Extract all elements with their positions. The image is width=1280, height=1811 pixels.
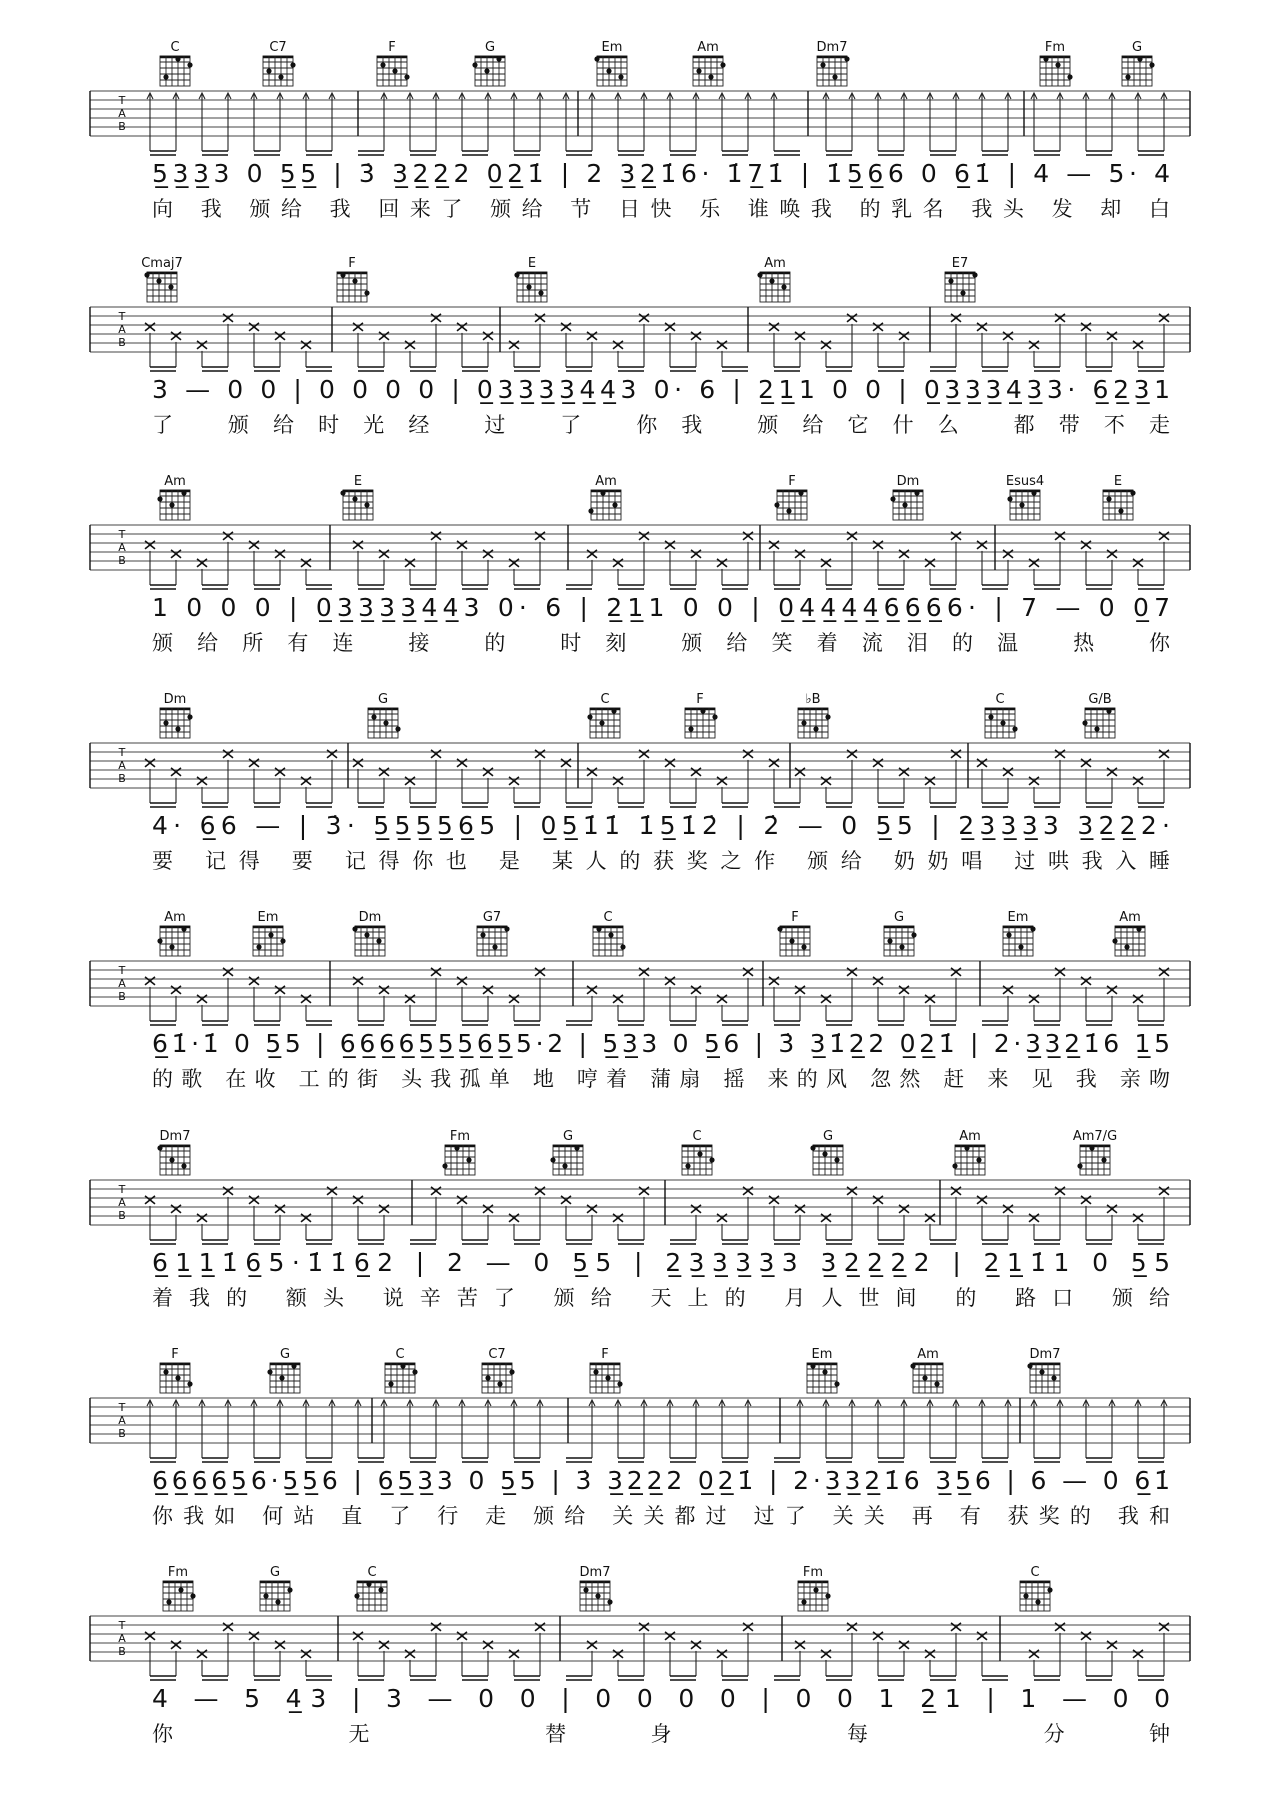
chord-diagram <box>685 692 718 738</box>
chord-name: Dm <box>163 692 187 707</box>
tab-staff <box>90 1398 1190 1462</box>
chord-name: Am <box>1119 910 1141 925</box>
chord-name: G <box>377 692 389 707</box>
chord-diagram <box>267 1347 300 1393</box>
lyrics-line: 你 无 替身 每 分钟 <box>152 1722 1170 1746</box>
tab-system <box>90 1347 1190 1528</box>
chord-diagram <box>593 910 626 956</box>
chord-name: E <box>353 474 363 489</box>
chord-name: F <box>601 1347 609 1362</box>
tab-letter: A <box>118 1196 126 1209</box>
chord-name: Dm <box>358 910 382 925</box>
chord-diagram <box>157 474 190 520</box>
chord-name: F <box>171 1347 179 1362</box>
tab-letter: T <box>118 310 126 323</box>
tab-letter: T <box>118 1619 126 1632</box>
chord-diagram <box>587 692 620 738</box>
tab-letter: A <box>118 1414 126 1427</box>
chord-name: C7 <box>488 1347 506 1362</box>
chord-diagram <box>385 1347 418 1393</box>
tab-letter: B <box>118 336 126 349</box>
chord-name: Fm <box>167 1565 189 1580</box>
chord-name: Em <box>601 40 623 55</box>
numbered-notation: 6̲6̲6̲6̲5̲6·5̲5̲6 | 6̲5̲3̲3 0 5̲5 | 3̇ 3̲2̲2̲2 0̲2̲1̇ | 2·3̲3̲2̲1̇6 3̲5̲6 | 6 — 0 6̲1̇ <box>152 1466 1171 1495</box>
chord-name: Em <box>257 910 279 925</box>
chord-diagram <box>588 474 621 520</box>
tab-staff <box>90 91 1190 155</box>
tab-letter: B <box>118 554 126 567</box>
chord-name: C <box>170 40 180 55</box>
chord-name: E <box>1113 474 1123 489</box>
tab-staff <box>90 307 1190 371</box>
tab-letter: T <box>118 1401 126 1414</box>
chord-diagram <box>682 1129 715 1175</box>
chord-diagram <box>550 1129 583 1175</box>
chord-diagram <box>368 692 401 738</box>
chord-diagram <box>260 1565 293 1611</box>
chord-name: C <box>995 692 1005 707</box>
chord-diagram <box>810 1129 843 1175</box>
chord-diagram <box>952 1129 985 1175</box>
chord-diagram <box>472 40 505 86</box>
chord-diagram <box>477 910 510 956</box>
tab-staff <box>90 743 1190 807</box>
lyrics-line: 着我的 额头 说辛苦了 颁给 天上的 月人世间 的 路口 颁给 <box>152 1286 1170 1310</box>
chord-diagram <box>777 910 810 956</box>
numbered-notation: 5̲3̲3̲3 0 5̲5̲ | 3̇ 3̲2̲2̲2 0̲2̲1̇ | 2 3̲2̲1̇6· 1̇7̲1̇ | 1̇5̲6̲6 0 6̲1̇ | 4 — 5· 4 <box>152 159 1170 188</box>
tab-letter: T <box>118 528 126 541</box>
chord-name: F <box>788 474 796 489</box>
tab-system <box>90 1565 1190 1746</box>
chord-name: G <box>484 40 496 55</box>
chord-diagram <box>945 256 978 302</box>
tab-system <box>90 910 1190 1091</box>
tab-staff <box>90 1180 1190 1244</box>
tab-letter: B <box>118 120 126 133</box>
tab-letter: T <box>118 746 126 759</box>
chord-diagram <box>1073 1129 1117 1175</box>
chord-diagram <box>354 1565 387 1611</box>
chord-diagram <box>1027 1347 1060 1393</box>
chord-name: G <box>562 1129 574 1144</box>
tab-system <box>90 474 1190 655</box>
chord-diagram <box>910 1347 943 1393</box>
chord-name: Esus4 <box>1005 474 1045 489</box>
chord-name: Am <box>917 1347 939 1362</box>
chord-name: Am7/G <box>1072 1129 1118 1144</box>
chord-name: G <box>893 910 905 925</box>
lyrics-line: 你我如 何站 直 了 行 走 颁给 关关都过 过了 关关 再 有 获奖的 我和 <box>152 1504 1170 1528</box>
chord-name: Am <box>164 910 186 925</box>
chord-diagram <box>798 1565 831 1611</box>
chord-diagram <box>985 692 1018 738</box>
chord-name: G <box>1131 40 1143 55</box>
chord-diagram <box>340 474 373 520</box>
numbered-notation: 4· 6̲6 — | 3̇· 5̲5̲5̲5̲6̲5 | 0̲5̲1̇1̇ 1̇5̲1̇2̇ | 2̇ — 0 5̲5 | 2̲3̲3̲3̲3 3̲2̲2̲2· <box>152 811 1170 840</box>
tab-letter: A <box>118 323 126 336</box>
tab-letter: B <box>118 1645 126 1658</box>
tab-system <box>90 40 1190 221</box>
chord-name: C <box>600 692 610 707</box>
chord-name: Fm <box>802 1565 824 1580</box>
chord-diagram <box>482 1347 515 1393</box>
chord-name: G7 <box>482 910 502 925</box>
chord-diagram <box>1040 40 1073 86</box>
chord-name: Am <box>164 474 186 489</box>
chord-name: C <box>395 1347 405 1362</box>
chord-name: Fm <box>1044 40 1066 55</box>
tab-letter: A <box>118 541 126 554</box>
chord-diagram <box>1003 910 1036 956</box>
chord-diagram <box>1006 474 1044 520</box>
chord-diagram <box>160 1347 193 1393</box>
tab-letter: T <box>118 964 126 977</box>
lyrics-line: 了 颁给时光经 过 了 你我 颁给它什么 都带不走 <box>152 413 1170 437</box>
lyrics-line: 向 我 颁给 我 回来了 颁给 节 日快 乐 谁唤我 的乳名 我头 发 却 白 <box>152 197 1170 221</box>
chord-name: Em <box>811 1347 833 1362</box>
chord-diagram <box>890 474 923 520</box>
chord-diagram <box>580 1565 613 1611</box>
tab-letter: B <box>118 772 126 785</box>
chord-name: G/B <box>1088 692 1112 707</box>
numbered-notation: 3 — 0 0 | 0 0 0 0 | 0̲3̲3̲3̲3̲4̲4̲3 0· 6 | 2̲1̲1 0 0 | 0̲3̲3̲3̲4̲3̲3· 6̲2̲3̲1 <box>152 375 1170 404</box>
chord-diagram <box>263 40 296 86</box>
chord-name: ♭B <box>805 692 821 707</box>
chord-name: Fm <box>449 1129 471 1144</box>
tab-letter: A <box>118 107 126 120</box>
chord-diagram <box>163 1565 196 1611</box>
chord-diagram <box>798 692 831 738</box>
chord-name: Cmaj7 <box>141 256 183 271</box>
tab-system <box>90 692 1190 873</box>
chord-name: G <box>279 1347 291 1362</box>
chord-name: E7 <box>951 256 969 271</box>
chord-name: Dm7 <box>579 1565 611 1580</box>
chord-diagram <box>757 256 790 302</box>
tab-letter: T <box>118 1183 126 1196</box>
chord-name: C <box>367 1565 377 1580</box>
chord-diagram <box>141 256 183 302</box>
tab-letter: A <box>118 759 126 772</box>
chord-name: Dm7 <box>816 40 848 55</box>
chord-name: E <box>527 256 537 271</box>
chord-diagram <box>442 1129 475 1175</box>
chord-diagram <box>514 256 547 302</box>
numbered-notation: 1 0 0 0 | 0̲3̲3̲3̲3̲4̲4̲3 0· 6 | 2̲1̲1 0 0 | 0̲4̲4̲4̲4̲6̲6̲6̲6· | 7 — 0 0̲7 <box>152 593 1171 622</box>
lyrics-line: 的歌 在收 工的街 头我孤单 地 哼着 蒲扇 摇 来的风 忽然 赶 来 见 我 亲吻 <box>152 1067 1170 1091</box>
tab-system <box>90 1129 1190 1310</box>
chord-diagram <box>1122 40 1155 86</box>
chord-diagram <box>160 692 193 738</box>
tab-staff <box>90 1616 1190 1680</box>
chord-name: F <box>696 692 704 707</box>
chord-name: Am <box>959 1129 981 1144</box>
chord-diagram <box>693 40 726 86</box>
chord-name: G <box>822 1129 834 1144</box>
tab-letter: B <box>118 990 126 1003</box>
chord-name: C <box>603 910 613 925</box>
chord-name: G <box>269 1565 281 1580</box>
chord-diagram <box>1082 692 1115 738</box>
chord-name: C7 <box>269 40 287 55</box>
lyrics-line: 要 记得 要 记得你也 是 某人的获奖之作 颁给 奶奶唱 过哄我入睡 <box>152 849 1171 873</box>
chord-name: Am <box>697 40 719 55</box>
chord-name: Dm7 <box>159 1129 191 1144</box>
chord-name: Am <box>595 474 617 489</box>
chord-name: F <box>388 40 396 55</box>
chord-diagram <box>157 910 190 956</box>
chord-diagram <box>160 40 193 86</box>
chord-name: C <box>1030 1565 1040 1580</box>
chord-name: Dm7 <box>1029 1347 1061 1362</box>
chord-diagram <box>377 40 410 86</box>
chord-name: C <box>692 1129 702 1144</box>
tab-staff <box>90 525 1190 589</box>
tab-letter: T <box>118 94 126 107</box>
numbered-notation: 4 — 5 4̲3 | 3 — 0 0 | 0 0 0 0 | 0 0 1 2̲1 | 1 — 0 0 <box>152 1684 1170 1713</box>
chord-diagram <box>1020 1565 1053 1611</box>
tab-system <box>90 256 1190 437</box>
tab-letter: B <box>118 1209 126 1222</box>
chord-name: Am <box>764 256 786 271</box>
chord-diagram <box>807 1347 840 1393</box>
tab-letter: B <box>118 1427 126 1440</box>
tab-letter: A <box>118 1632 126 1645</box>
chord-diagram <box>774 474 807 520</box>
numbered-notation: 6̲1̇·1̇ 0 5̲5 | 6̲6̲6̲6̲5̲5̲5̲6̲5̲5·2 | 5̲3̲3 0 5̲6 | 3̇ 3̲1̇2̲2 0̲2̲1̇ | 2·3̲3̲2̲1̇6 1̲5 <box>152 1029 1170 1058</box>
chord-diagram <box>1103 474 1136 520</box>
chord-diagram <box>253 910 286 956</box>
numbered-notation: 6̲1̲1̲1̇6̲5·1̇1̇6̲2 | 2 — 0 5̲5 | 2̲3̲3̲3̲3̲3 3̲2̲2̲2̲2 | 2̲1̲1̇1 0 5̲5 <box>152 1248 1170 1277</box>
chord-diagram <box>817 40 850 86</box>
chord-diagram <box>157 1129 190 1175</box>
tab-staff <box>90 961 1190 1025</box>
tab-letter: A <box>118 977 126 990</box>
chord-diagram <box>337 256 370 302</box>
chord-diagram <box>594 40 627 86</box>
lyrics-line: 颁给所有连 接 的 时刻 颁给笑着流泪的温 热 你 <box>152 631 1170 655</box>
chord-diagram <box>884 910 917 956</box>
chord-name: Em <box>1007 910 1029 925</box>
chord-name: Dm <box>896 474 920 489</box>
chord-name: F <box>791 910 799 925</box>
chord-diagram <box>1112 910 1145 956</box>
chord-diagram <box>590 1347 623 1393</box>
chord-name: F <box>348 256 356 271</box>
chord-diagram <box>352 910 385 956</box>
